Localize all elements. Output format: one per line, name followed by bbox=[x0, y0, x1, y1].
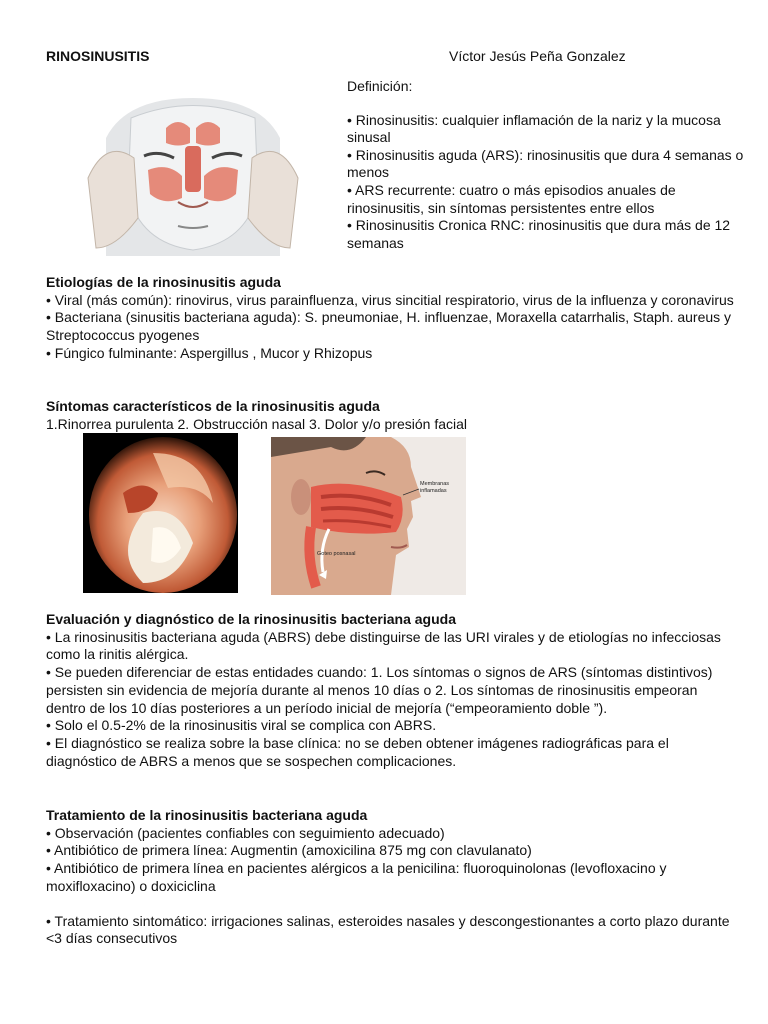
treatment-item: • Antibiótico de primera línea: Augmentin (amoxicilina 875 mg con clavulanato) bbox=[46, 842, 532, 859]
definition-title: Definición: bbox=[347, 78, 413, 94]
nasal-profile-illustration bbox=[271, 437, 466, 595]
symptoms-section bbox=[46, 398, 736, 433]
symptoms-heading: Síntomas característicos de la rinosinusitis aguda bbox=[46, 398, 380, 414]
etiology-heading: Etiologías de la rinosinusitis aguda bbox=[46, 274, 281, 290]
evaluation-item: • Solo el 0.5-2% de la rinosinusitis viral se complica con ABRS. bbox=[46, 717, 437, 734]
evaluation-item: • Se pueden diferenciar de estas entidades cuando: 1. Los síntomas o signos de ARS (síntomas distintivos) persisten sin evidencia de mejoría durante al menos 10 días o 2. Los síntomas de rinosinusitis empeoran dentro de los 10 días posteriores a un período inicial de mejoría (“empeoramiento doble ”). bbox=[46, 664, 713, 716]
treatment-item: • Observación (pacientes confiables con seguimiento adecuado) bbox=[46, 824, 445, 841]
symptoms-text: 1.Rinorrea purulenta 2. Obstrucción nasal 3. Dolor y/o presión facial bbox=[46, 415, 467, 432]
definition-section bbox=[347, 78, 747, 252]
evaluation-item: • El diagnóstico se realiza sobre la base clínica: no se deben obtener imágenes radiográficas para el diagnóstico de ABRS a menos que se sospechen complicaciones. bbox=[46, 734, 669, 769]
definition-item: • ARS recurrente: cuatro o más episodios anuales de rinosinusitis, sin síntomas persistentes entre ellos bbox=[347, 181, 676, 216]
label-membranes-line2: inflamadas bbox=[420, 488, 447, 494]
definition-item: • Rinosinusitis Cronica RNC: rinosinusitis que dura más de 12 semanas bbox=[347, 217, 731, 251]
evaluation-heading: Evaluación y diagnóstico de la rinosinusitis bacteriana aguda bbox=[46, 611, 456, 627]
label-postnasal-drip: Goteo posnasal bbox=[317, 551, 356, 557]
sinus-face-illustration bbox=[86, 98, 300, 256]
etiology-item: • Fúngico fulminante: Aspergillus , Mucor y Rhizopus bbox=[46, 344, 373, 361]
treatment-heading: Tratamiento de la rinosinusitis bacteriana aguda bbox=[46, 807, 368, 823]
etiology-item: • Viral (más común): rinovirus, virus parainfluenza, virus sincitial respiratorio, virus de la influenza y coronavirus bbox=[46, 291, 734, 308]
etiology-item: • Bacteriana (sinusitis bacteriana aguda): S. pneumoniae, H. influenzae, Moraxella catarrhalis, Staph. aureus y Streptococcus pyogenes bbox=[46, 309, 732, 344]
treatment-item: • Antibiótico de primera línea en pacientes alérgicos a la penicilina: fluoroquinolonas (levofloxacino y moxifloxacino) o doxiciclina bbox=[46, 860, 667, 894]
treatment-section bbox=[46, 807, 736, 948]
evaluation-section bbox=[46, 611, 736, 770]
label-membranes-line1: Membranas bbox=[420, 481, 450, 487]
definition-item: • Rinosinusitis: cualquier inflamación de la nariz y la mucosa sinusal bbox=[347, 111, 721, 146]
evaluation-item: • La rinosinusitis bacteriana aguda (ABRS) debe distinguirse de las URI virales y de etiologías no infecciosas como la rinitis alérgica. bbox=[46, 628, 721, 663]
treatment-symptomatic: • Tratamiento sintomático: irrigaciones salinas, esteroides nasales y descongestionantes a corto plazo durante <3 días consecutivos bbox=[46, 912, 730, 947]
page-title: RINOSINUSITIS bbox=[46, 48, 150, 64]
definition-item: • Rinosinusitis aguda (ARS): rinosinusitis que dura 4 semanas o menos bbox=[347, 146, 744, 181]
etiology-section bbox=[46, 274, 736, 363]
author-name: Víctor Jesús Peña Gonzalez bbox=[449, 48, 626, 64]
endoscopy-photo bbox=[83, 433, 238, 593]
